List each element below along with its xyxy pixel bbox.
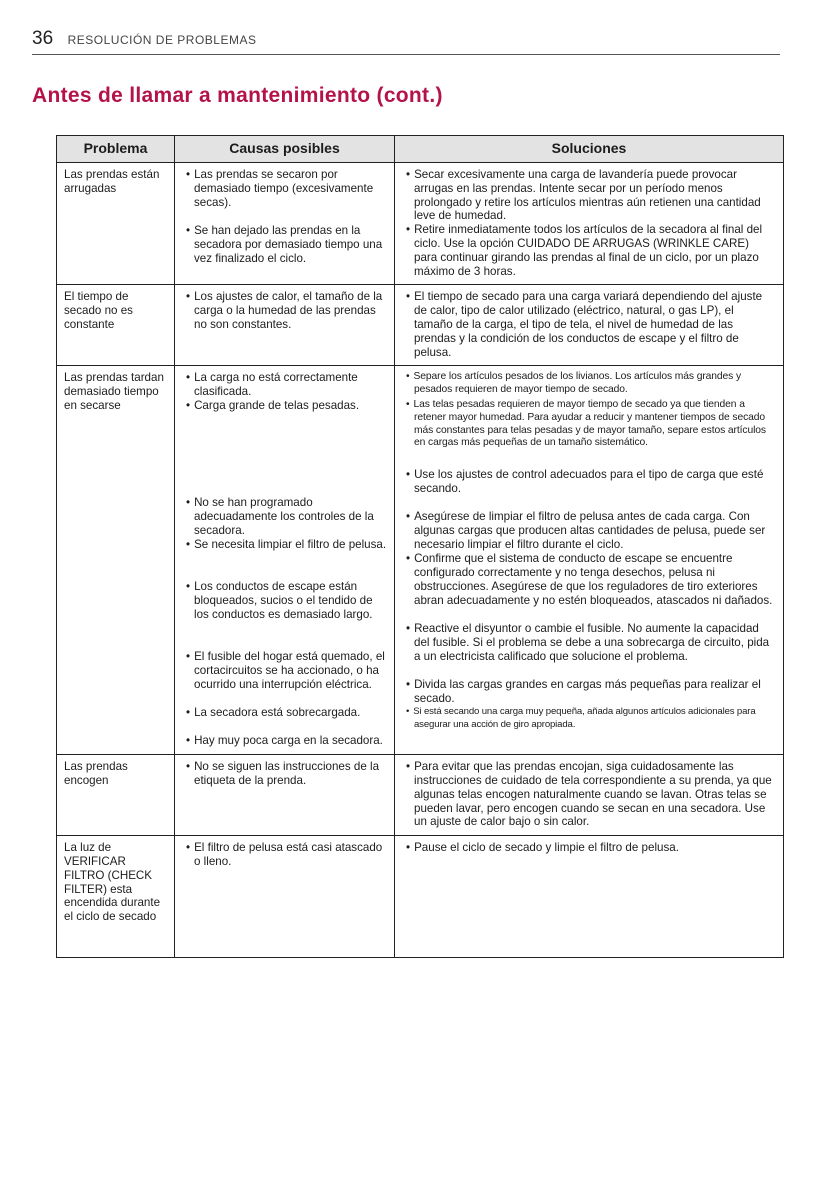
solution-item: • Secar excesivamente una carga de lavandería puede provocar arrugas en las prendas. Intente secar por un período menos prolongado y retire los artículos mientras aún retienen una cantidad leve de humedad.	[401, 168, 773, 223]
cause-item: • Se necesita limpiar el filtro de pelusa.	[181, 538, 388, 580]
table-row	[57, 755, 784, 836]
cause-item: • No se siguen las instrucciones de la etiqueta de la prenda.	[181, 760, 388, 788]
solution-item: • Las telas pesadas requieren de mayor tiempo de secado ya que tienden a retener mayor humedad. Para ayudar a reducir y mantener tiempos de secado más constantes para telas pesadas y de mayor tamaño, separe estos artículos en cargas más pequeñas de un tamaño sistemático.	[401, 399, 773, 468]
column-header-problem: Problema	[57, 136, 175, 163]
cause-item: • Los conductos de escape están bloqueados, sucios o el tendido de los conductos es demasiado largo.	[181, 580, 388, 650]
cause-item: • El filtro de pelusa está casi atascado o lleno.	[181, 841, 388, 869]
solutions-cell	[395, 836, 784, 958]
solution-item: • Use los ajustes de control adecuados para el tipo de carga que esté secando.	[401, 468, 773, 510]
cause-item: • Hay muy poca carga en la secadora.	[181, 734, 388, 748]
solution-item: • Para evitar que las prendas encojan, siga cuidadosamente las instrucciones de cuidado de tela correspondiente a su prenda, ya que algunas telas encogen naturalmente cuando se lavan. Otras telas se pueden lavar, pero encogen cuando se secan en una secadora. Use un ajuste de calor bajo o sin calor.	[401, 760, 773, 829]
table-row	[57, 836, 784, 958]
causes-cell	[175, 285, 395, 366]
problem-cell: Las prendas encogen	[57, 755, 175, 836]
column-header-solutions: Soluciones	[395, 136, 784, 163]
cause-item: • Las prendas se secaron por demasiado tiempo (excesivamente secas).	[181, 168, 388, 224]
cause-item: • El fusible del hogar está quemado, el cortacircuitos se ha accionado, o ha ocurrido una interrupción eléctrica.	[181, 650, 388, 706]
causes-cell	[175, 163, 395, 285]
problem-cell: El tiempo de secado no es constante	[57, 285, 175, 366]
cause-item: • No se han programado adecuadamente los controles de la secadora.	[181, 496, 388, 538]
solution-item: • Asegúrese de limpiar el filtro de pelusa antes de cada carga. Con algunas cargas que producen altas cantidades de pelusa, puede ser necesario limpiar el filtro durante el ciclo.	[401, 510, 773, 552]
solution-item: • El tiempo de secado para una carga variará dependiendo del ajuste de calor, tipo de calor utilizado (eléctrico, natural, o gas LP), el tamaño de la carga, el tipo de tela, el nivel de humedad de las prendas y la condición de los conductos de escape y el filtro de pelusa.	[401, 290, 773, 359]
solution-item: • Si está secando una carga muy pequeña, añada algunos artículos adicionales para asegurar una acción de giro apropiada.	[401, 706, 773, 731]
cause-item: • Se han dejado las prendas en la secadora por demasiado tiempo una vez finalizado el ciclo.	[181, 224, 388, 265]
problem-cell: Las prendas tardan demasiado tiempo en secarse	[57, 366, 175, 755]
solution-item: • Reactive el disyuntor o cambie el fusible. No aumente la capacidad del fusible. Si el problema se debe a una sobrecarga de circuito, pida a un electricista calificado que solucione el problema.	[401, 622, 773, 678]
solution-item: • Divida las cargas grandes en cargas más pequeñas para realizar el secado.	[401, 678, 773, 706]
cause-item: • La secadora está sobrecargada.	[181, 706, 388, 734]
solutions-cell	[395, 285, 784, 366]
column-header-causes: Causas posibles	[175, 136, 395, 163]
solutions-cell	[395, 163, 784, 285]
table-row	[57, 285, 784, 366]
causes-cell	[175, 836, 395, 958]
solution-item: • Pause el ciclo de secado y limpie el filtro de pelusa.	[401, 841, 773, 855]
causes-cell	[175, 755, 395, 836]
problem-cell: Las prendas están arrugadas	[57, 163, 175, 285]
solutions-cell	[395, 366, 784, 755]
solution-item: • Retire inmediatamente todos los artículos de la secadora al final del ciclo. Use la opción CUIDADO DE ARRUGAS (WRINKLE CARE) para continuar girando las prendas al final de un ciclo, por un plazo máximo de 3 horas.	[401, 223, 773, 278]
causes-cell	[175, 366, 395, 755]
cause-item: • Los ajustes de calor, el tamaño de la carga o la humedad de las prendas no son constantes.	[181, 290, 388, 331]
table-row	[57, 163, 784, 285]
solution-item: • Separe los artículos pesados de los livianos. Los artículos más grandes y pesados requieren de mayor tiempo de secado.	[401, 371, 773, 399]
solution-item: • Confirme que el sistema de conducto de escape se encuentre configurado correctamente y no tenga desechos, pelusa ni obstrucciones. Asegúrese de que los reguladores de tiro exteriores abran adecuadamente y no estén bloqueados, atascados ni dañados.	[401, 552, 773, 622]
table-header-row	[57, 136, 784, 163]
troubleshooting-table	[56, 135, 784, 958]
page-header	[32, 28, 780, 55]
section-title: RESOLUCIÓN DE PROBLEMAS	[67, 33, 257, 47]
table-row	[57, 366, 784, 755]
page-number: 36	[32, 28, 54, 49]
cause-item: • Carga grande de telas pesadas.	[181, 399, 388, 496]
cause-item: • La carga no está correctamente clasificada.	[181, 371, 388, 399]
solutions-cell	[395, 755, 784, 836]
page-title: Antes de llamar a mantenimiento (cont.)	[32, 84, 443, 107]
problem-cell: La luz de VERIFICAR FILTRO (CHECK FILTER) esta encendida durante el ciclo de secado	[57, 836, 175, 958]
